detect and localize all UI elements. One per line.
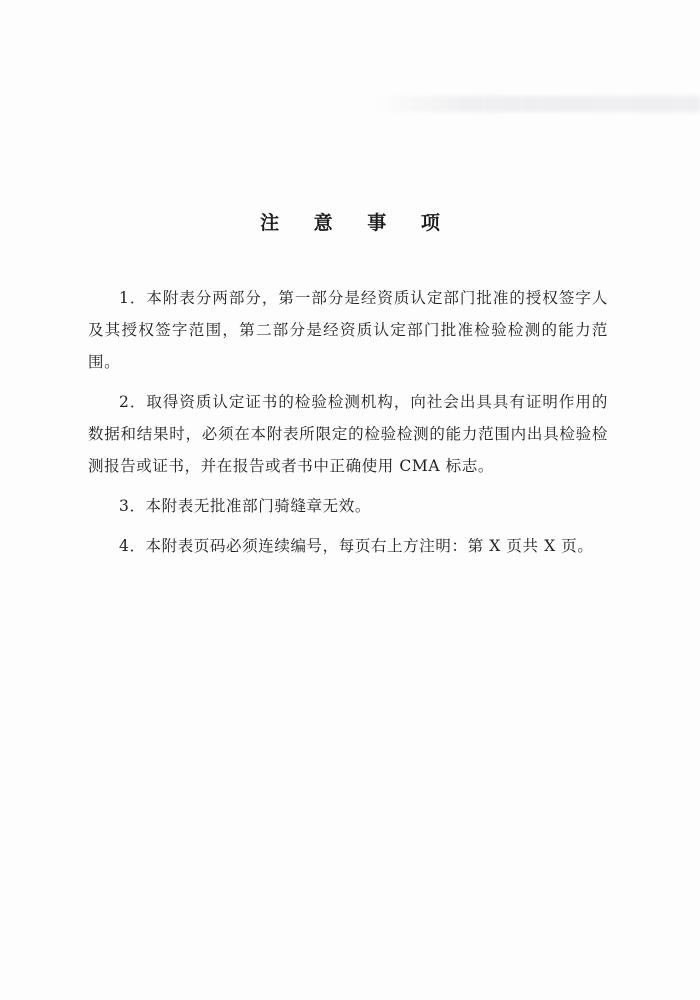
scan-artifact [375, 96, 700, 112]
notice-item-4: 4．本附表页码必须连续编号，每页右上方注明：第 X 页共 X 页。 [119, 537, 594, 555]
notice-body [88, 282, 608, 570]
notice-item-3: 3．本附表无批准部门骑缝章无效。 [119, 497, 371, 515]
notice-item-1: 1．本附表分两部分，第一部分是经资质认定部门批准的授权签字人及其授权签字范围，第二部分是经资质认定部门批准检验检测的能力范围。 [88, 289, 608, 371]
page-title: 注 意 事 项 [260, 212, 454, 234]
notice-item-2: 2．取得资质认定证书的检验检测机构，向社会出具具有证明作用的数据和结果时，必须在本附表所限定的检验检测的能力范围内出具检验检测报告或证书，并在报告或者书中正确使用 CMA 标志。 [88, 393, 608, 475]
